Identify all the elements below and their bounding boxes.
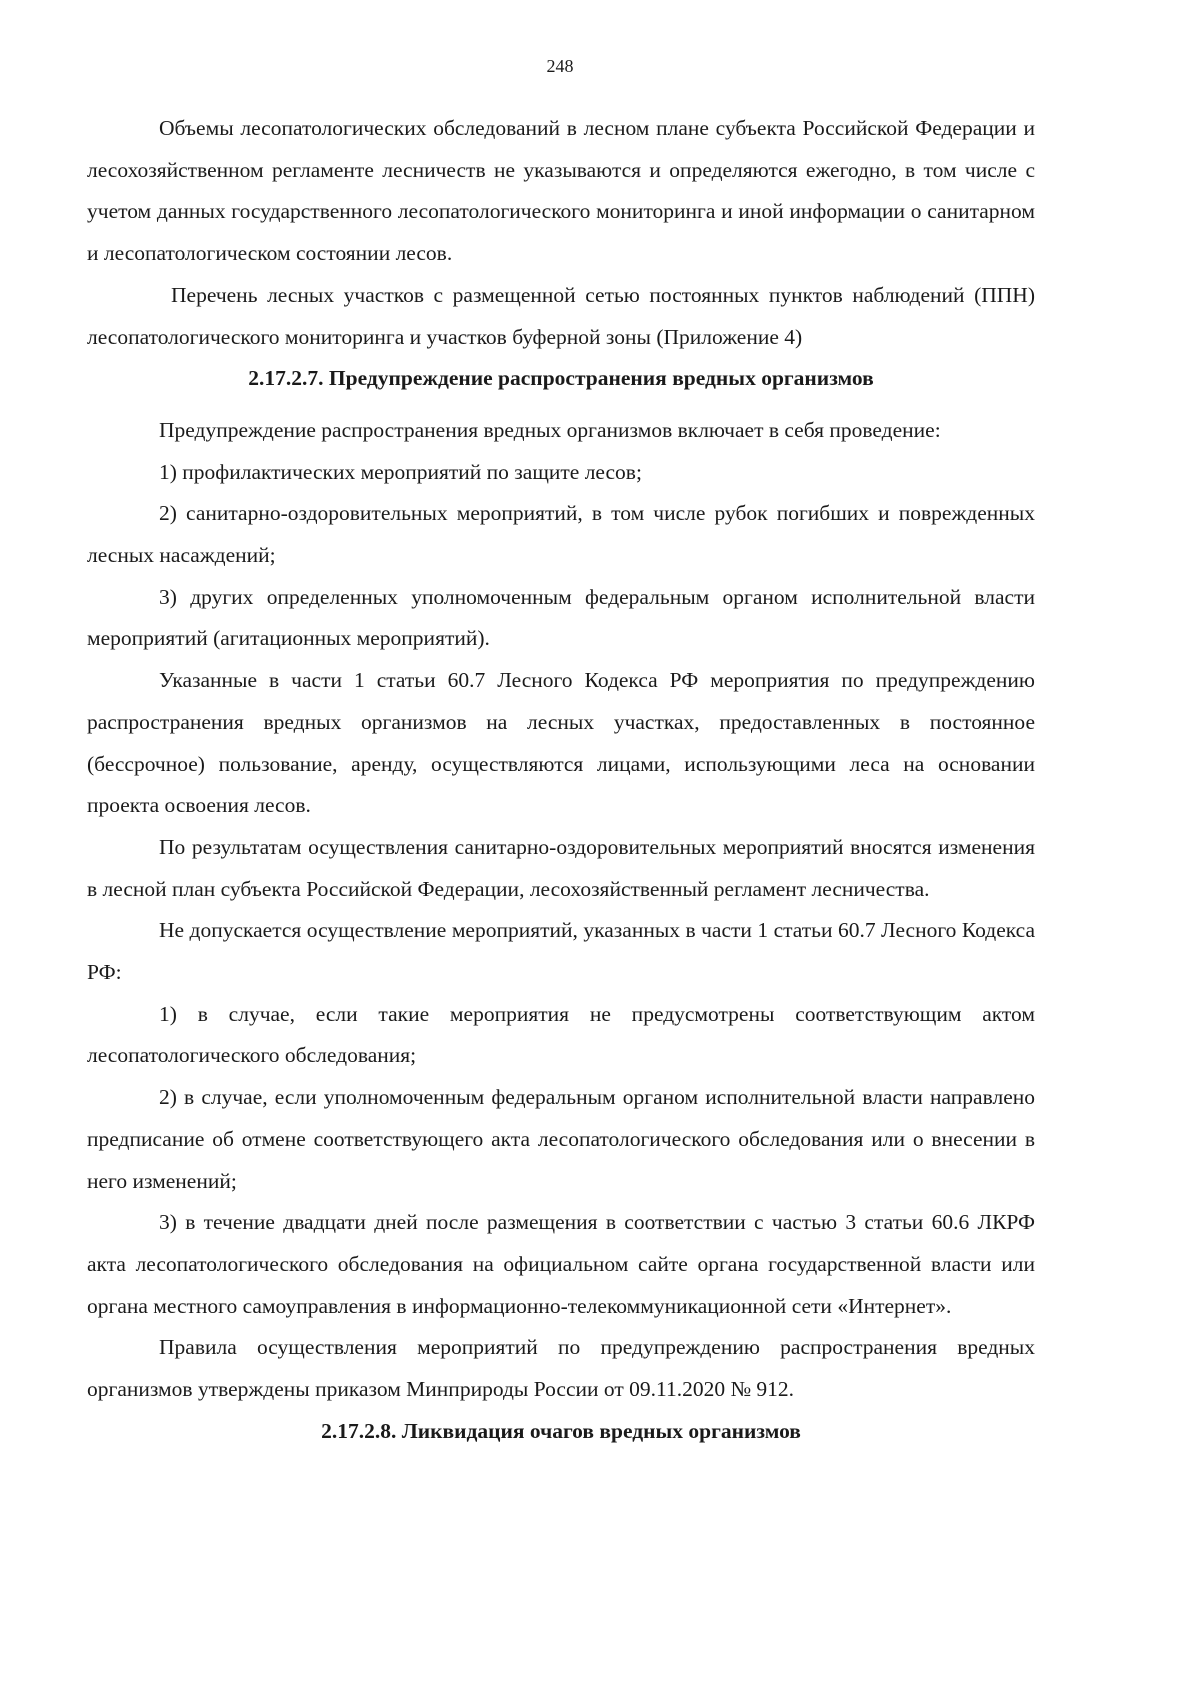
paragraph-rules: Правила осуществления мероприятий по предупреждению распространения вредных организмов утверждены приказом Минприроды России от 09.11.2020 № 912. bbox=[87, 1335, 1035, 1402]
list-item-sanitary: 2) санитарно-оздоровительных мероприятий, в том числе рубок погибших и поврежденных лесных насаждений; bbox=[87, 501, 1035, 568]
paragraph-survey-volumes: Объемы лесопатологических обследований в лесном плане субъекта Российской Федерации и лесохозяйственном регламенте лесничеств не указываются и определяются ежегодно, в том числе с учетом данных государственного лесопатологического мониторинга и иной информации о санитарном и лесопатологическом состоянии лесов. bbox=[87, 116, 1035, 266]
list-item-not-provided: 1) в случае, если такие мероприятия не предусмотрены соответствующим актом лесопатологического обследования; bbox=[87, 1001, 1035, 1068]
paragraph-not-allowed: Не допускается осуществление мероприятий, указанных в части 1 статьи 60.7 Лесного Кодекса РФ: bbox=[87, 918, 1035, 985]
page-number: 248 bbox=[546, 56, 574, 76]
paragraph-plan-changes: По результатам осуществления санитарно-оздоровительных мероприятий вносятся изменения в лесной план субъекта Российской Федерации, лесохозяйственный регламент лесничества. bbox=[87, 834, 1035, 901]
document-body bbox=[87, 108, 1035, 1453]
paragraph-article-measures: Указанные в части 1 статьи 60.7 Лесного Кодекса РФ мероприятия по предупреждению распространения вредных организмов на лесных участках, предоставленных в постоянное (бессрочное) пользование, аренду, осуществляются лицами, использующими леса на основании проекта освоения лесов. bbox=[87, 668, 1035, 818]
list-item-prescription: 2) в случае, если уполномоченным федеральным органом исполнительной власти направлено предписание об отмене соответствующего акта лесопатологического обследования или о внесении в него изменений; bbox=[87, 1085, 1035, 1193]
list-item-twenty-days: 3) в течение двадцати дней после размещения в соответствии с частью 3 статьи 60.6 ЛКРФ акта лесопатологического обследования на официальном сайте органа государственной власти или органа местного самоуправления в информационно-телекоммуникационной сети «Интернет». bbox=[87, 1210, 1035, 1318]
list-item-prophylactic: 1) профилактических мероприятий по защите лесов; bbox=[159, 459, 642, 484]
section-heading-elimination: 2.17.2.8. Ликвидация очагов вредных организмов bbox=[321, 1418, 801, 1443]
paragraph-ppn-list: Перечень лесных участков с размещенной сетью постоянных пунктов наблюдений (ППН) лесопатологического мониторинга и участков буферной зоны (Приложение 4) bbox=[87, 282, 1035, 349]
section-heading-prevention: 2.17.2.7. Предупреждение распространения вредных организмов bbox=[248, 366, 874, 391]
paragraph-prevention-intro: Предупреждение распространения вредных организмов включает в себя проведение: bbox=[159, 417, 941, 442]
list-item-other-measures: 3) других определенных уполномоченным федеральным органом исполнительной власти мероприятий (агитационных мероприятий). bbox=[87, 584, 1035, 651]
